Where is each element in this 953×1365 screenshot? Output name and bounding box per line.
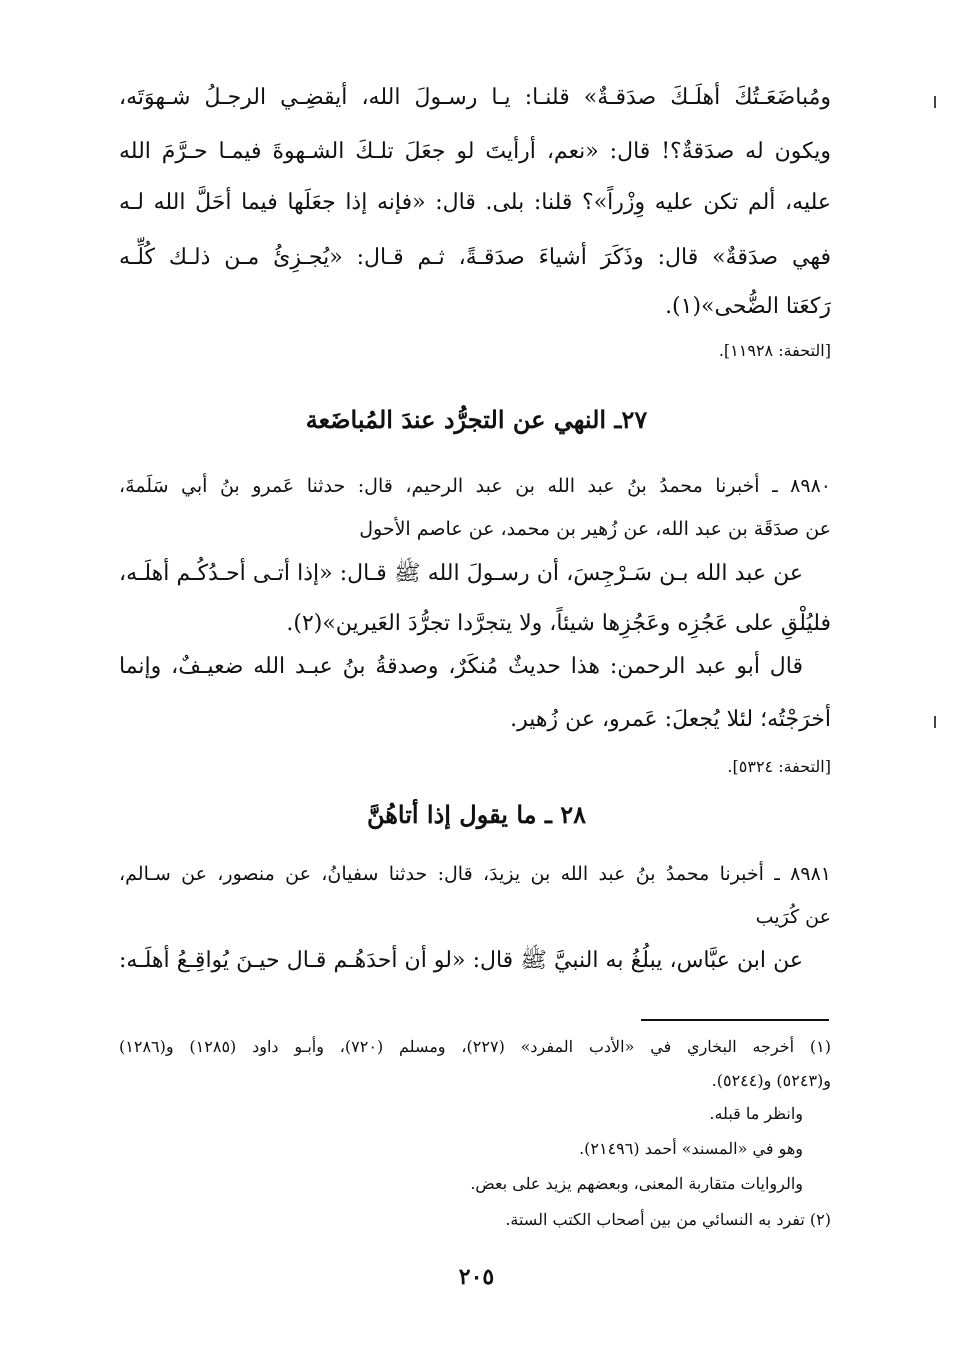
- hadith-isnad: ٨٩٨٠ ـ أخبرنا محمدُ بنُ عبد الله بن عبد الرحيم، قال: حدثنا عَمرو بنُ أبي سَلَمةَ،: [119, 475, 831, 497]
- footnote-line: و(٥٢٤٣) و(٥٢٤٤).: [711, 1071, 831, 1090]
- body-text-line: عليه، ألم تكن عليه وِزْراً»؟ قلنا: بلى. قال: «فإنه إذا جعَلَها فيما أحَلَّ الله لـه: [119, 190, 831, 215]
- page-number: ٢٠٥: [458, 1264, 495, 1290]
- footnote-line: (١) أخرجه البخاري في «الأدب المفرد» (٢٢٧)، ومسلم (٧٢٠)، وأبـو داود (١٢٨٥) و(١٢٨٦): [119, 1037, 831, 1056]
- tuhfa-reference: [التحفة: ٥٣٢٤].: [727, 757, 831, 776]
- footnote-line: وانظر ما قبله.: [709, 1104, 803, 1123]
- body-text-line: فهي صدَقةٌ» قال: وذَكَرَ أشياءَ صدَقـةً، ثـم قـال: «يُجـزِئُ مـن ذلـك كُلِّـه: [119, 245, 831, 270]
- hadith-matn: فليُلْقِ على عَجُزِه وعَجُزِها شيئاً، ولا يتجرَّدا تجرُّدَ العَيرين»(٢).: [286, 611, 831, 636]
- hadith-isnad: عن صدَقَة بن عبد الله، عن زُهير بن محمد، عن عاصم الأحول: [359, 518, 831, 540]
- hadith-isnad: عن كُرَيب: [755, 906, 831, 928]
- body-text-line: ومُباضَعَـتُكَ أهلَـكَ صدَقـةٌ» قلنـا: يـا رسـولَ الله، أيقضِـي الرجـلُ شـهوَتَه،: [119, 85, 831, 110]
- body-text-line: ويكون له صدَقةٌ؟! قال: «نعم، أرأيتَ لو جعَلَ تلـكَ الشـهوةَ فيمـا حـرَّمَ الله: [119, 139, 831, 164]
- chapter-heading: ٢٧ـ النهي عن التجرُّد عندَ المُباضَعة: [305, 405, 648, 434]
- footnote-line: (٢) تفرد به النسائي من بين أصحاب الكتب الستة.: [505, 1210, 831, 1229]
- hadith-matn: عن عبد الله بـن سَـرْجِسَ، أن رسـولَ الله ﷺ قـال: «إذا أتـى أحـدُكُـم أهلَـه،: [119, 561, 803, 586]
- scan-mark: [934, 96, 936, 108]
- footnote-separator: [641, 1019, 829, 1021]
- scan-mark: [934, 716, 936, 728]
- tuhfa-reference: [التحفة: ١١٩٢٨].: [718, 341, 831, 360]
- hadith-isnad: ٨٩٨١ ـ أخبرنا محمدُ بنُ عبد الله بن يزيدَ، قال: حدثنا سفيانُ، عن منصور، عن سـالم،: [119, 863, 831, 885]
- chapter-heading: ٢٨ ـ ما يقول إذا أتاهُنَّ: [366, 800, 587, 829]
- author-comment: أخرَجْتُه؛ لئلا يُجعلَ: عَمرو، عن زُهير.: [510, 707, 831, 732]
- body-text-line: رَكعَتا الضُّحى»(١).: [665, 294, 831, 319]
- footnote-line: وهو في «المسند» أحمد (٢١٤٩٦).: [579, 1139, 803, 1158]
- hadith-matn: عن ابن عبَّاس، يبلُغُ به النبيَّ ﷺ قال: «لو أن أحدَهُـم قـال حيـنَ يُواقِـعُ أهلَـه:: [119, 948, 803, 973]
- footnote-line: والروايات متقاربة المعنى، وبعضهم يزيد على بعض.: [470, 1174, 803, 1193]
- author-comment: قال أبو عبد الرحمن: هذا حديثٌ مُنكَرٌ، وصدقةُ بنُ عبـد الله ضعيـفٌ، وإنما: [119, 654, 803, 679]
